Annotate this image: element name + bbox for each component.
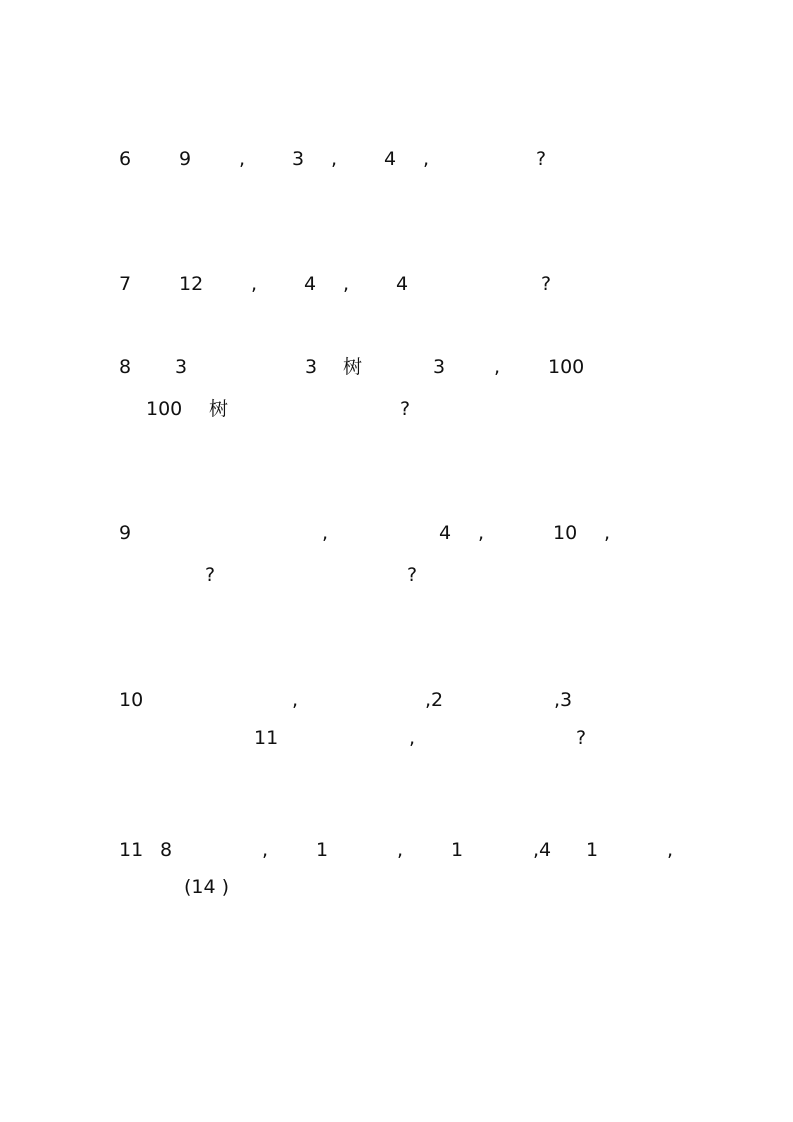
question-mark: ? (407, 564, 418, 586)
problem-text-fragment: ,3 (554, 689, 573, 711)
problem-text-fragment: 3 (175, 356, 188, 378)
problem-text-fragment: 3 (292, 148, 305, 170)
problem-text-fragment: 4 (304, 273, 317, 295)
problem-text-fragment: 3 (305, 356, 318, 378)
score-label: (14 ) (184, 876, 230, 898)
problem-text-fragment: 8 (160, 839, 173, 861)
problem-text-fragment: , (292, 689, 299, 711)
problem-text-fragment: 11 (254, 727, 279, 749)
problem-number: 6 (119, 148, 132, 170)
problem-text-fragment: 1 (586, 839, 599, 861)
problem-text-fragment: ,4 (533, 839, 552, 861)
problem-number: 10 (119, 689, 144, 711)
problem-text-fragment: 12 (179, 273, 204, 295)
problem-text-fragment: , (343, 273, 350, 295)
problem-text-fragment: ,2 (425, 689, 444, 711)
problem-text-fragment: 10 (553, 522, 578, 544)
problem-number: 11 (119, 839, 144, 861)
problem-text-fragment: , (262, 839, 269, 861)
problem-text-fragment: , (423, 148, 430, 170)
problem-text-fragment: , (478, 522, 485, 544)
problem-text-fragment: 1 (451, 839, 464, 861)
problem-text-fragment: , (604, 522, 611, 544)
question-mark: ? (400, 398, 411, 420)
problem-text-fragment: , (409, 727, 416, 749)
problem-text-fragment: 树 (209, 398, 229, 420)
problem-text-fragment: 4 (439, 522, 452, 544)
problem-text-fragment: 100 (146, 398, 183, 420)
problem-text-fragment: 1 (316, 839, 329, 861)
problem-text-fragment: 3 (433, 356, 446, 378)
problem-text-fragment: , (322, 522, 329, 544)
problem-text-fragment: 树 (343, 356, 363, 378)
question-mark: ? (536, 148, 547, 170)
problem-text-fragment: , (251, 273, 258, 295)
question-mark: ? (205, 564, 216, 586)
question-mark: ? (576, 727, 587, 749)
problem-text-fragment: , (331, 148, 338, 170)
problem-text-fragment: , (667, 839, 674, 861)
problem-text-fragment: 4 (384, 148, 397, 170)
problem-text-fragment: 9 (179, 148, 192, 170)
problem-number: 7 (119, 273, 132, 295)
problem-text-fragment: , (239, 148, 246, 170)
question-mark: ? (541, 273, 552, 295)
problem-text-fragment: , (494, 356, 501, 378)
problem-text-fragment: 4 (396, 273, 409, 295)
problem-number: 9 (119, 522, 132, 544)
problem-text-fragment: , (397, 839, 404, 861)
problem-text-fragment: 100 (548, 356, 585, 378)
problem-number: 8 (119, 356, 132, 378)
